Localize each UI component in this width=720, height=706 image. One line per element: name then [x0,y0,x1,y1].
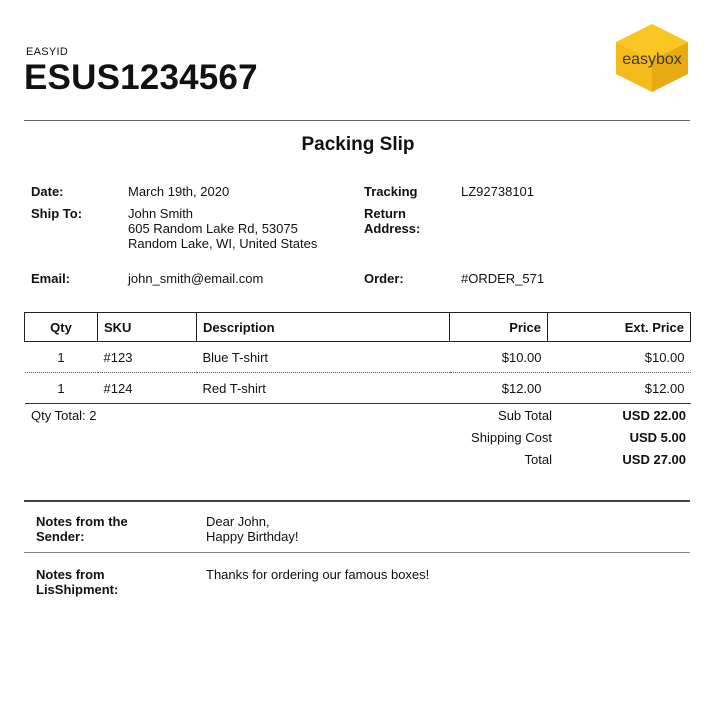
cell-price: $12.00 [450,373,548,404]
date-value: March 19th, 2020 [128,184,230,199]
tracking-value: LZ92738101 [461,184,535,199]
total-value: USD 27.00 [622,452,686,467]
sender-notes-text [206,514,299,544]
sender-notes-label-line-2: Sender: [36,529,85,544]
sub-total-label: Sub Total [498,408,552,423]
total-label: Total [524,452,552,467]
cell-price: $10.00 [450,342,548,373]
cell-ext-price: $12.00 [548,373,691,404]
column-header-price: Price [450,313,548,342]
table-row [25,373,691,404]
lisshipment-notes-text: Thanks for ordering our famous boxes! [206,567,430,582]
easybox-logo [612,22,692,94]
lisshipment-notes-label-line-1: Notes from [36,567,105,582]
lisshipment-notes-label-line-2: LisShipment: [36,582,119,597]
easyid-number: ESUS1234567 [24,58,258,97]
cell-qty: 1 [25,373,98,404]
sender-notes-label-line-1: Notes from the [36,514,128,529]
return-label-line-1: Return [364,206,406,221]
column-header-sku: SKU [98,313,197,342]
email-value: john_smith@email.com [128,271,264,286]
return-label-line-2: Address: [364,221,421,236]
ship-to-street: 605 Random Lake Rd, 53075 [128,221,298,236]
return-address-label [364,206,420,236]
page-title: Packing Slip [301,134,415,155]
lisshipment-notes-label [36,567,118,597]
notes-divider [24,552,690,553]
date-label: Date: [31,184,64,199]
order-value: #ORDER_571 [461,271,545,286]
table-row [25,342,691,373]
shipping-cost-value: USD 5.00 [629,430,686,445]
items-table [24,312,691,404]
sender-notes-line-1: Dear John, [206,514,270,529]
ship-to-address [128,206,317,251]
easyid-label: EASYID [26,46,69,58]
table-header-row [25,313,691,342]
tracking-label: Tracking [364,184,418,199]
column-header-description: Description [197,313,450,342]
sender-notes-line-2: Happy Birthday! [206,529,299,544]
cell-sku: #124 [98,373,197,404]
box-logo-icon [612,22,692,94]
column-header-ext-price: Ext. Price [548,313,691,342]
order-label: Order: [364,271,404,286]
header-divider [24,120,690,121]
notes-top-divider [24,500,690,502]
cell-sku: #123 [98,342,197,373]
shipping-cost-label: Shipping Cost [471,430,552,445]
email-label: Email: [31,271,71,286]
ship-to-label: Ship To: [31,206,83,221]
cell-ext-price: $10.00 [548,342,691,373]
qty-total: Qty Total: 2 [31,408,97,423]
sender-notes-label [36,514,128,544]
ship-to-name: John Smith [128,206,194,221]
ship-to-city: Random Lake, WI, United States [128,236,318,251]
cell-description: Red T-shirt [197,373,450,404]
logo-text: easybox [622,51,682,68]
cell-description: Blue T-shirt [197,342,450,373]
cell-qty: 1 [25,342,98,373]
sub-total-value: USD 22.00 [622,408,686,423]
column-header-qty: Qty [25,313,98,342]
